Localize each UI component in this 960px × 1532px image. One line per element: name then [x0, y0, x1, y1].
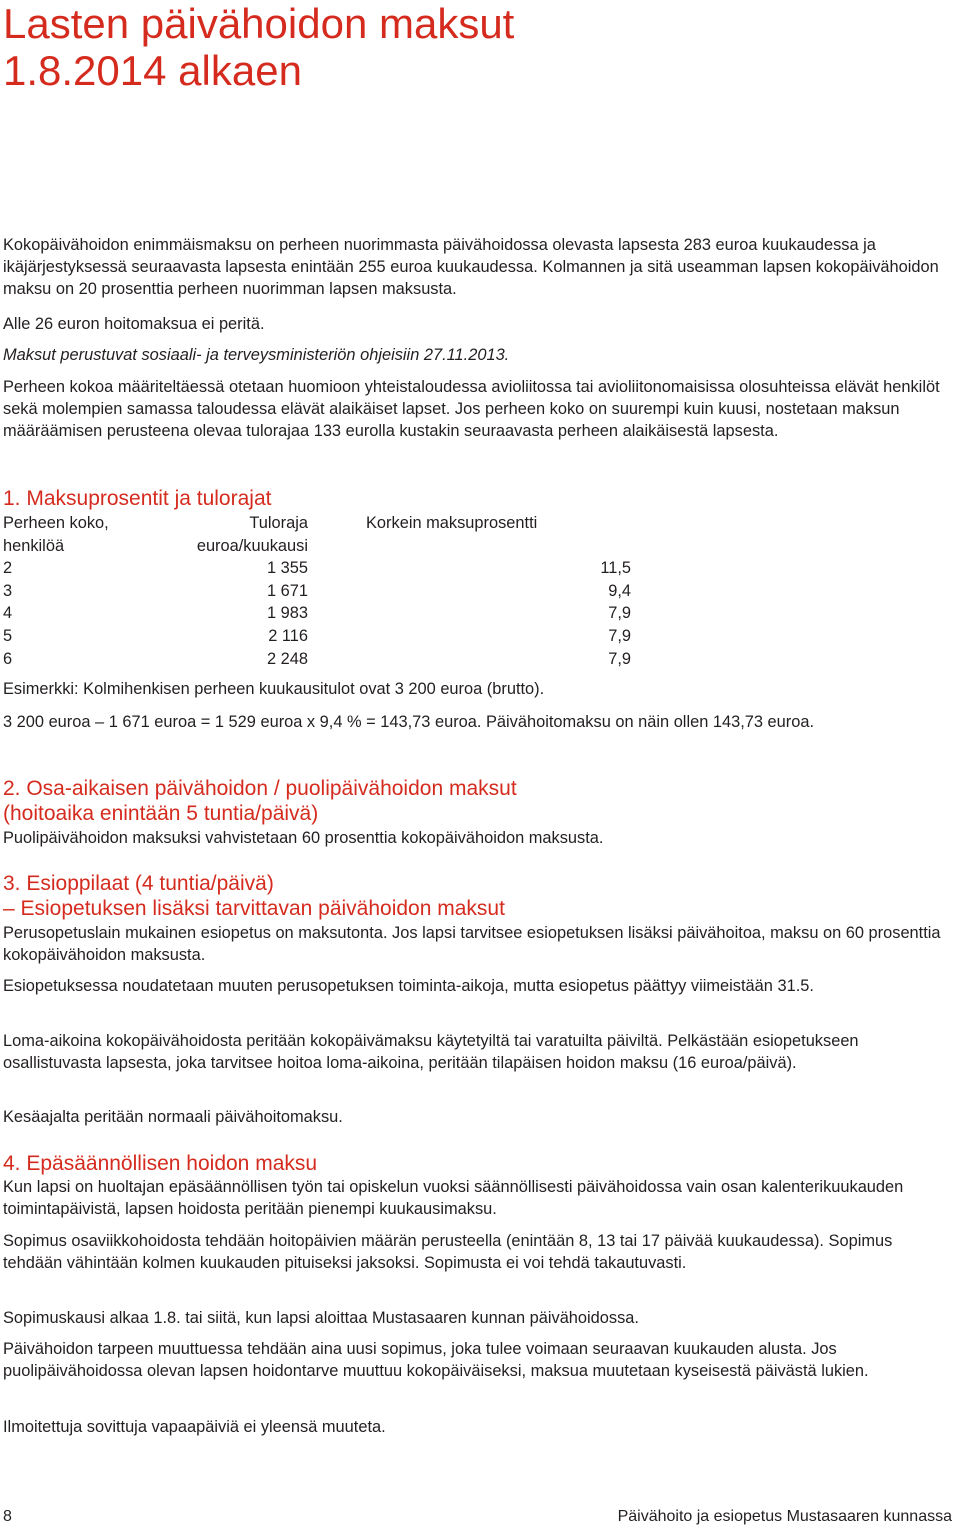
page-title: [3, 0, 514, 94]
section4-paragraph-2: Sopimus osaviikkohoidosta tehdään hoitopäivien määrän perusteella (enintään 8, 13 tai 17 päivää kuukaudessa). Sopimus tehdään vähintään kolmen kuukauden pituiseksi jaksoksi. Sopimusta ei voi tehdä takautuvasti.: [3, 1232, 893, 1272]
table-cell: 1 671: [266, 581, 308, 600]
table-row: [3, 580, 631, 603]
section3-heading-line1: 3. Esioppilaat (4 tuntia/päivä): [3, 872, 274, 895]
page-number: 8: [3, 1508, 12, 1525]
section2-heading: [3, 776, 948, 826]
section2-paragraph-1: Puolipäivähoidon maksuksi vahvistetaan 60 prosenttia kokopäivähoidon maksusta.: [3, 829, 604, 847]
table-row: [3, 557, 631, 580]
table-cell: 3: [3, 581, 13, 600]
table-header-cell: Korkein maksuprosentti: [366, 514, 538, 532]
table-cell: 2: [3, 559, 13, 578]
section4-heading: 4. Epäsäännöllisen hoidon maksu: [3, 1152, 318, 1175]
table-cell: 4: [3, 604, 13, 623]
section4-paragraph-4: Päivähoidon tarpeen muuttuessa tehdään aina uusi sopimus, joka tulee voimaan seuraavan kuukauden alusta. Jos puolipäivähoidossa olevan lapsen hoidontarve muuttuu kokopäiväiseksi, maksua muutetaan kyseisestä päivästä lukien.: [3, 1340, 869, 1380]
section3-paragraph-1: Perusopetuslain mukainen esiopetus on maksutonta. Jos lapsi tarvitsee esiopetuksen lisäksi päivähoitoa, maksu on 60 prosenttia kokopäivähoidon maksusta.: [3, 924, 941, 964]
table-cell: 7,9: [608, 649, 631, 668]
section4-paragraph-3: Sopimuskausi alkaa 1.8. tai siitä, kun lapsi aloittaa Mustasaaren kunnan päivähoidossa.: [3, 1309, 639, 1327]
table-cell: 11,5: [600, 559, 631, 578]
intro-paragraph-2: Alle 26 euron hoitomaksua ei peritä.: [3, 315, 265, 333]
table-header-cell: henkilöä: [3, 536, 65, 555]
section3-paragraph-2: Esiopetuksessa noudatetaan muuten perusopetuksen toiminta-aikoja, mutta esiopetus päättyy viimeistään 31.5.: [3, 977, 814, 995]
table-header-row: [3, 535, 631, 558]
table-cell: 9,4: [608, 581, 631, 600]
table-cell: 7,9: [608, 604, 631, 623]
section2-heading-line2: (hoitoaika enintään 5 tuntia/päivä): [3, 802, 319, 825]
table-cell: 1 355: [266, 559, 308, 578]
table-cell: 6: [3, 649, 13, 668]
table-cell: 7,9: [608, 626, 631, 645]
section4-paragraph-1: Kun lapsi on huoltajan epäsäännöllisen työn tai opiskelun vuoksi säännöllisesti päivähoidossa vain osan kalenterikuukauden toimintapäivistä, lapsen hoidosta peritään pienempi kuukausimaksu.: [3, 1178, 904, 1218]
intro-paragraph-1: Kokopäivähoidon enimmäismaksu on perheen nuorimmasta päivähoidossa olevasta lapsesta 283 euroa kuukaudessa ja ikäjärjestyksessä seuraavasta lapsesta enintään 255 euroa kuukaudessa. Kolmannen ja sitä useamman lapsen kokopäivähoidon maksu on 20 prosenttia perheen nuorimman lapsen maksusta.: [3, 236, 939, 298]
publication-title: Päivähoito ja esiopetus Mustasaaren kunnassa: [617, 1508, 952, 1525]
section3-heading-line2: – Esiopetuksen lisäksi tarvittavan päivähoidon maksut: [3, 897, 505, 920]
section3-heading: [3, 871, 948, 921]
example-text-2: 3 200 euroa – 1 671 euroa = 1 529 euroa x 9,4 % = 143,73 euroa. Päivähoitomaksu on näin ollen 143,73 euroa.: [3, 713, 815, 731]
intro-paragraph-4: Perheen kokoa määriteltäessä otetaan huomioon yhteistaloudessa avioliitossa tai avioliitonomaisissa olosuhteissa elävät henkilöt sekä molempien samassa taloudessa elävät alaikäiset lapset. Jos perheen koko on suurempi kuin kuusi, nostetaan maksun määräämisen perusteena olevaa tulorajaa 133 eurolla kustakin seuraavasta perheen alaikäisestä lapsesta.: [3, 378, 940, 440]
table-cell: 1 983: [266, 604, 308, 623]
table-cell: 2 116: [268, 626, 308, 645]
section4-paragraph-5: Ilmoitettuja sovittuja vapaapäiviä ei yleensä muuteta.: [3, 1418, 386, 1436]
section3-paragraph-4: Kesäajalta peritään normaali päivähoitomaksu.: [3, 1108, 343, 1126]
section1-heading: 1. Maksuprosentit ja tulorajat: [3, 487, 272, 510]
table-cell: 5: [3, 626, 13, 645]
page-title-line2: 1.8.2014 alkaen: [3, 47, 302, 94]
fee-table: [3, 512, 631, 670]
table-header-cell: [308, 535, 631, 558]
table-cell: 2 248: [266, 649, 308, 668]
table-header-cell: Perheen koko,: [3, 514, 109, 532]
intro-paragraph-3: Maksut perustuvat sosiaali- ja terveysministeriön ohjeisiin 27.11.2013.: [3, 346, 510, 364]
section3-paragraph-3: Loma-aikoina kokopäivähoidosta peritään kokopäivämaksu käytetyiltä tai varatuilta päiviltä. Pelkästään esiopetukseen osallistuvasta lapsesta, joka tarvitsee hoitoa loma-aikoina, peritään tilapäisen hoidon maksu (16 euroa/päivä).: [3, 1032, 859, 1072]
section2-heading-line1: 2. Osa-aikaisen päivähoidon / puolipäivähoidon maksut: [3, 777, 517, 800]
table-row: [3, 625, 631, 648]
table-row: [3, 648, 631, 671]
example-text-1: Esimerkki: Kolmihenkisen perheen kuukausitulot ovat 3 200 euroa (brutto).: [3, 680, 545, 698]
table-header-row: [3, 512, 631, 535]
table-header-cell: euroa/kuukausi: [196, 536, 308, 555]
table-header-cell: Tuloraja: [249, 514, 308, 532]
page-title-line1: Lasten päivähoidon maksut: [3, 0, 515, 47]
table-row: [3, 602, 631, 625]
